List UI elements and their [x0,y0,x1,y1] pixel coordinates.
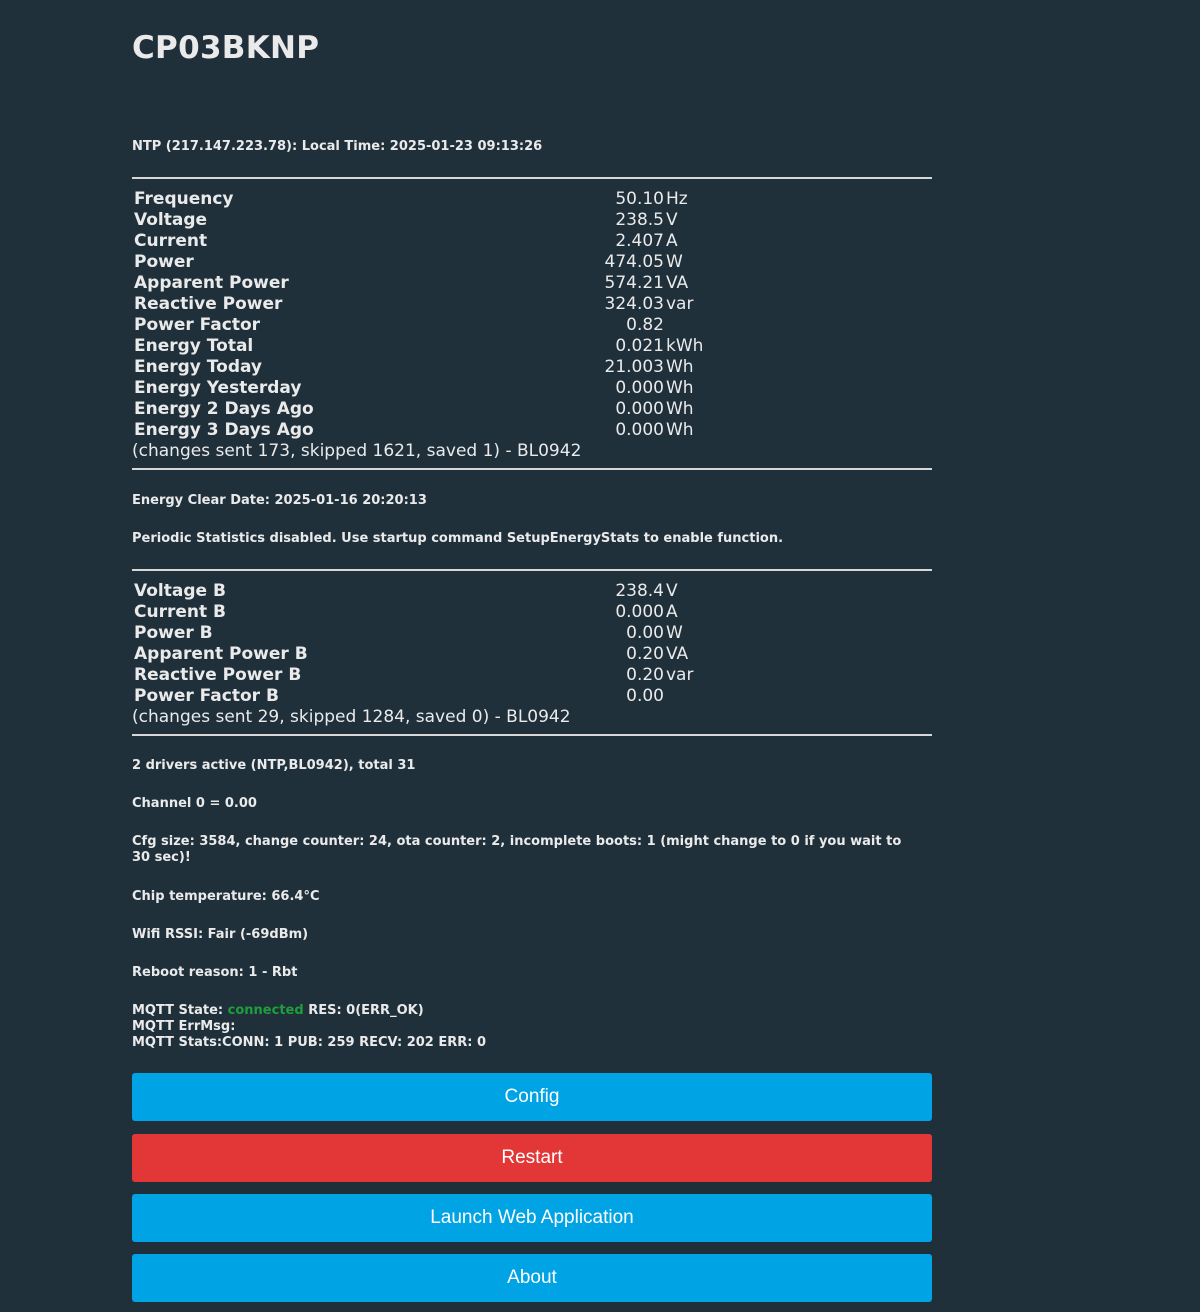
chip-temperature: Chip temperature: 66.4°C [132,889,320,904]
measurements-note: (changes sent 173, skipped 1621, saved 1) - BL0942 [132,441,582,461]
divider [132,177,932,179]
channel-value: Channel 0 = 0.00 [132,796,257,811]
page-title: CP03BKNP [132,30,320,66]
measurement-unit: Wh [666,378,694,398]
measurement-unit: W [666,623,683,643]
drivers-status: 2 drivers active (NTP,BL0942), total 31 [132,758,416,773]
divider [132,569,932,571]
periodic-stats-text: Periodic Statistics disabled. Use startup command SetupEnergyStats to enable function. [132,531,784,546]
measurement-label: Energy 2 Days Ago [134,399,314,419]
measurement-b-row [132,686,932,707]
measurement-value: 2.407 [615,231,664,251]
measurement-label: Power [134,252,194,272]
measurement-unit: A [666,602,678,622]
measurement-unit: Wh [666,357,694,377]
about-button[interactable]: About [132,1254,932,1302]
measurement-unit: V [666,581,678,601]
measurement-label: Reactive Power B [134,665,302,685]
mqtt-state [132,1003,424,1018]
measurement-row [132,336,932,357]
measurement-value: 50.10 [615,189,664,209]
measurement-row [132,378,932,399]
measurement-label: Power Factor [134,315,261,335]
measurement-row [132,231,932,252]
measurement-value: 474.05 [604,252,664,272]
measurement-label: Current [134,231,208,251]
divider [132,468,932,470]
measurements-table [132,189,932,441]
measurement-label: Energy Total [134,336,254,356]
measurement-unit: A [666,231,678,251]
wifi-rssi: Wifi RSSI: Fair (-69dBm) [132,927,309,942]
measurement-value: 0.00 [626,623,664,643]
measurement-unit: V [666,210,678,230]
measurement-row [132,252,932,273]
measurement-row [132,294,932,315]
cfg-info-line1: Cfg size: 3584, change counter: 24, ota counter: 2, incomplete boots: 1 (might change to 0 if you wait to [132,834,902,849]
measurement-b-row [132,602,932,623]
mqtt-state-value: connected [227,1003,304,1018]
measurement-row [132,357,932,378]
measurement-value: 0.000 [615,399,664,419]
measurement-unit: Wh [666,420,694,440]
measurement-label: Power B [134,623,213,643]
measurement-b-row [132,623,932,644]
measurement-value: 238.4 [615,581,664,601]
ntp-status: NTP (217.147.223.78): Local Time: 2025-01-23 09:13:26 [132,139,543,154]
measurement-value: 0.000 [615,420,664,440]
mqtt-stats: MQTT Stats:CONN: 1 PUB: 259 RECV: 202 ERR: 0 [132,1035,487,1050]
measurement-unit: var [666,294,694,314]
measurements-b-note: (changes sent 29, skipped 1284, saved 0) - BL0942 [132,707,571,727]
measurement-row [132,273,932,294]
measurement-unit: Wh [666,399,694,419]
measurement-row [132,315,932,336]
measurements-b-table [132,581,932,707]
measurement-label: Voltage [134,210,208,230]
measurement-label: Frequency [134,189,234,209]
measurement-value: 0.20 [626,665,664,685]
restart-button[interactable]: Restart [132,1134,932,1182]
measurement-label: Energy Today [134,357,263,377]
measurement-row [132,189,932,210]
measurement-value: 238.5 [615,210,664,230]
measurement-label: Energy 3 Days Ago [134,420,314,440]
measurement-row [132,420,932,441]
measurement-label: Voltage B [134,581,226,601]
measurement-label: Apparent Power B [134,644,308,664]
measurement-b-row [132,644,932,665]
mqtt-state-label: MQTT State: [132,1003,228,1018]
measurement-label: Apparent Power [134,273,289,293]
measurement-label: Energy Yesterday [134,378,302,398]
cfg-info-line2: 30 sec)! [132,850,191,865]
measurement-value: 0.82 [626,315,664,335]
reboot-reason: Reboot reason: 1 - Rbt [132,965,298,980]
energy-clear-date: Energy Clear Date: 2025-01-16 20:20:13 [132,493,427,508]
measurement-value: 21.003 [604,357,664,377]
measurement-label: Power Factor B [134,686,279,706]
measurement-unit: VA [666,644,689,664]
measurement-b-row [132,581,932,602]
mqtt-state-res: RES: 0(ERR_OK) [303,1003,424,1018]
measurement-row [132,210,932,231]
measurement-unit: VA [666,273,689,293]
measurement-b-row [132,665,932,686]
measurement-unit: kWh [666,336,704,356]
measurement-value: 574.21 [604,273,664,293]
measurement-value: 0.000 [615,378,664,398]
measurement-unit: Hz [666,189,688,209]
measurement-row [132,399,932,420]
measurement-label: Current B [134,602,226,622]
divider [132,734,932,736]
config-button[interactable]: Config [132,1073,932,1121]
measurement-label: Reactive Power [134,294,283,314]
measurement-unit: var [666,665,694,685]
measurement-value: 0.021 [615,336,664,356]
mqtt-errmsg: MQTT ErrMsg: [132,1019,236,1034]
measurement-value: 0.00 [626,686,664,706]
measurement-value: 0.20 [626,644,664,664]
measurement-unit: W [666,252,683,272]
launch-web-app-button[interactable]: Launch Web Application [132,1194,932,1242]
measurement-value: 0.000 [615,602,664,622]
measurement-value: 324.03 [604,294,664,314]
